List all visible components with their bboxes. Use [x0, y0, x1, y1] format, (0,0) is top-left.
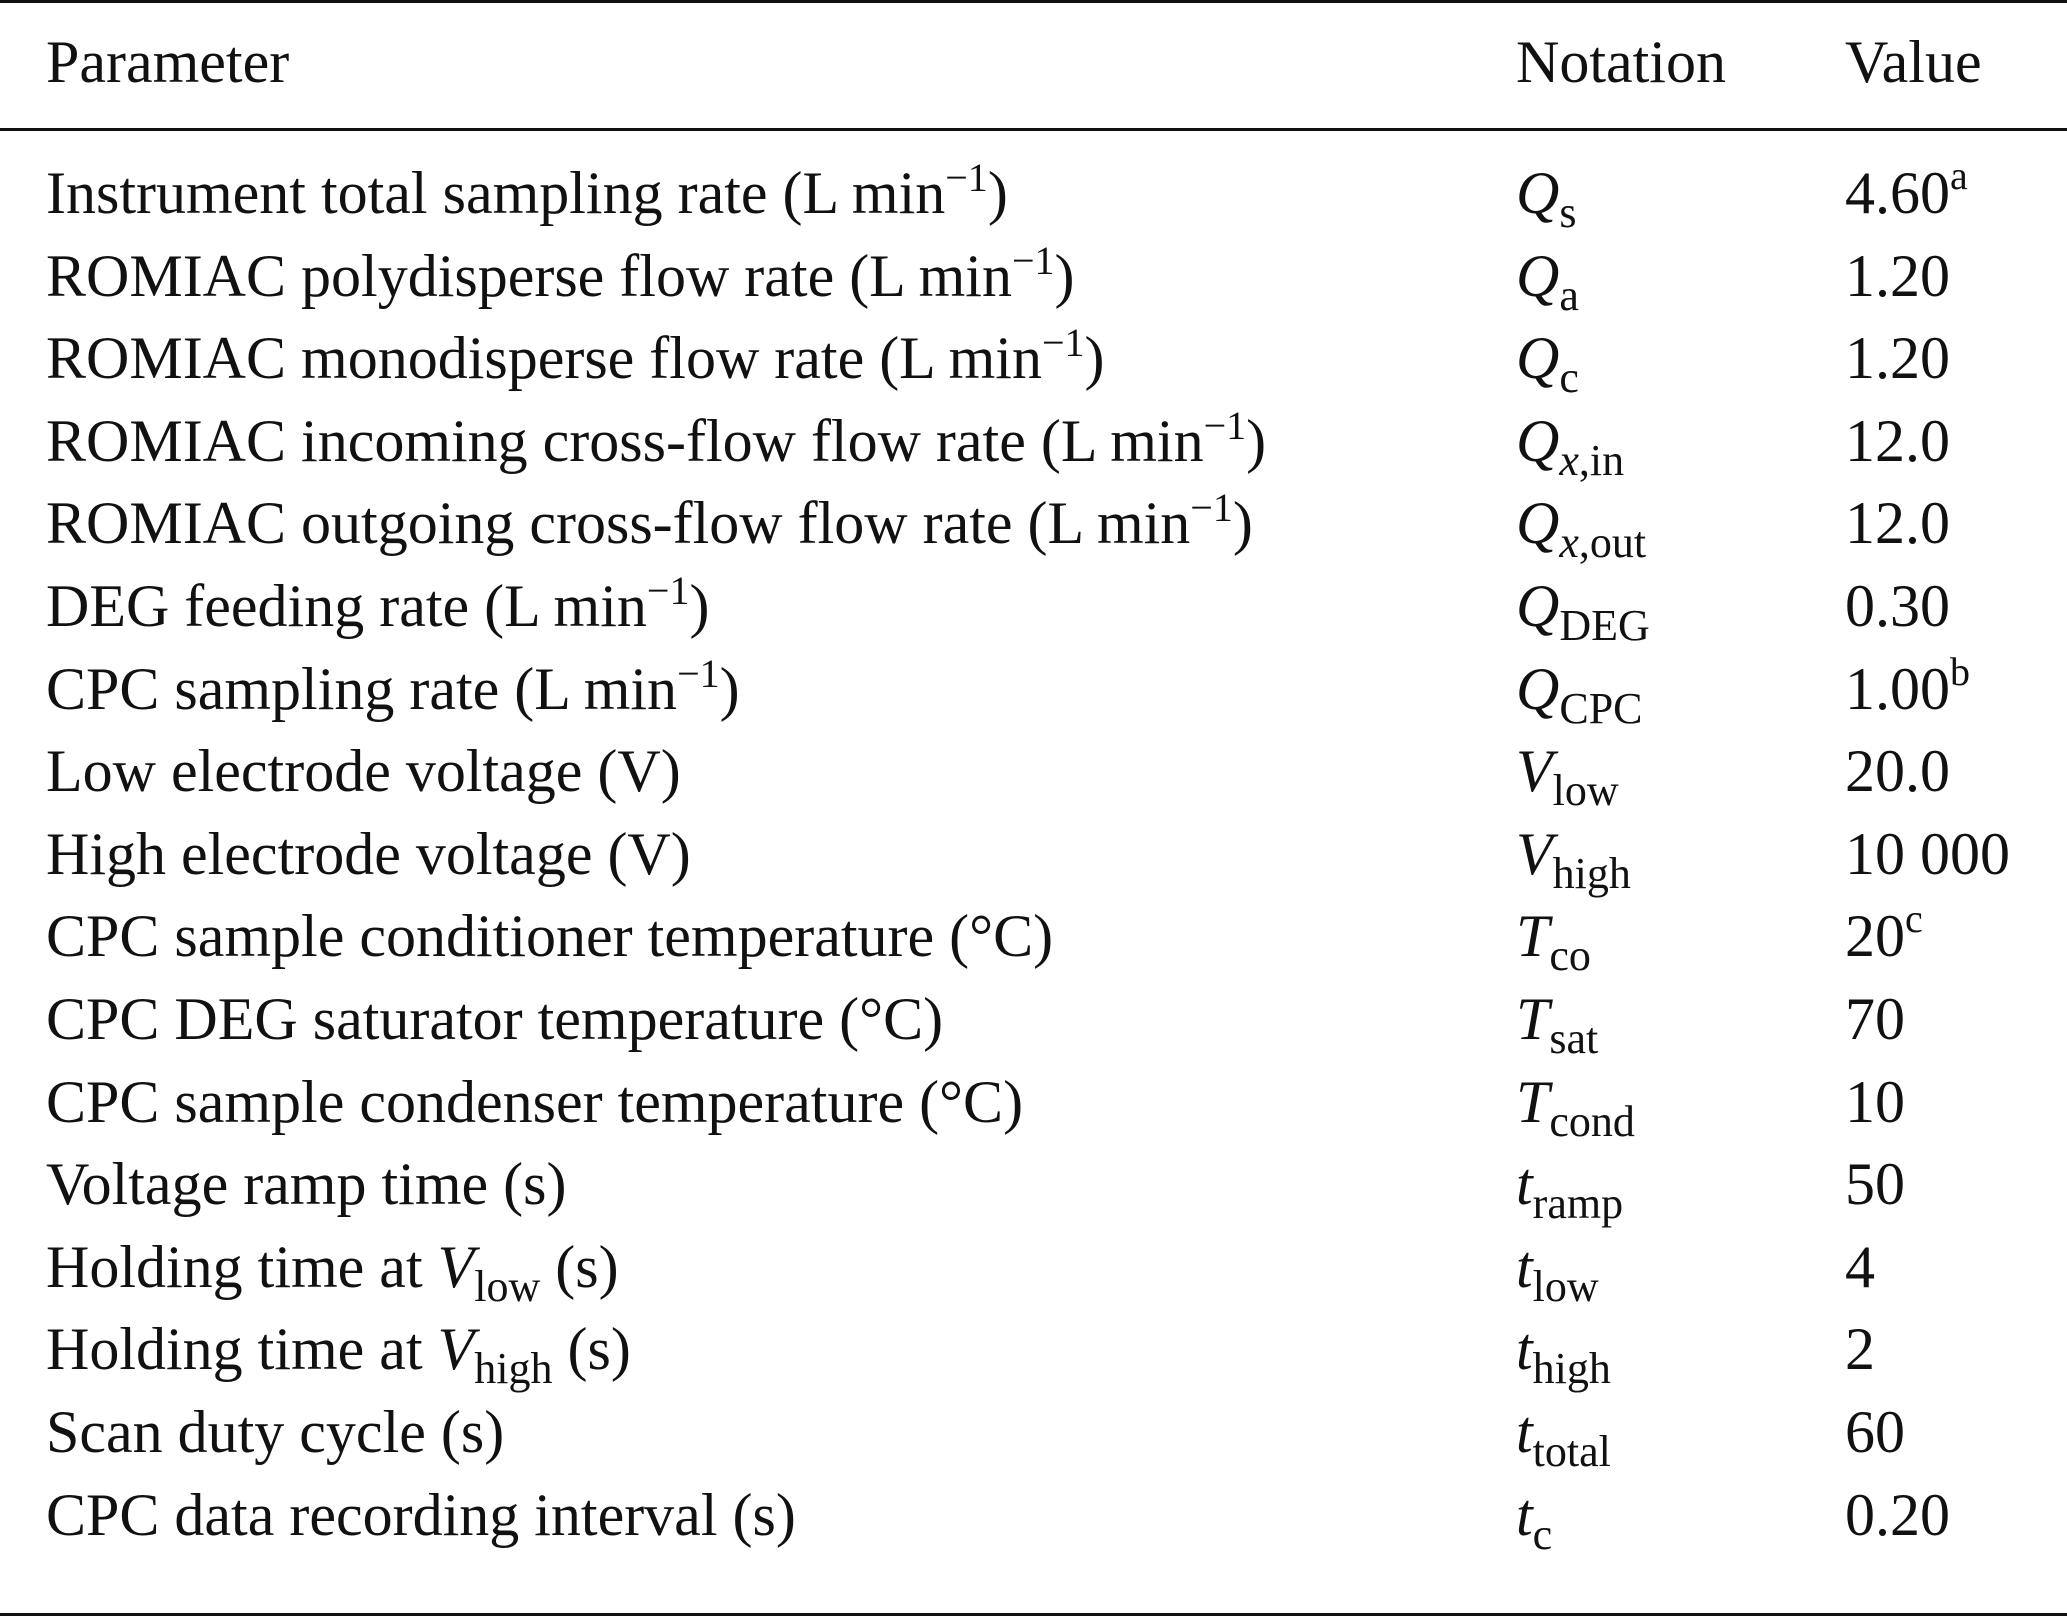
value-cell — [1845, 482, 1950, 564]
parameter-text: Scan duty cycle (s) — [46, 1398, 505, 1465]
header-rule — [0, 128, 2067, 131]
header-notation: Notation — [1516, 29, 1726, 95]
notation-symbol: Q — [1516, 655, 1560, 722]
value-cell — [1845, 400, 1950, 482]
value-cell — [1845, 317, 1950, 399]
value-text: 50 — [1845, 1151, 1905, 1218]
notation-symbol: Q — [1516, 242, 1560, 309]
parameter-text-end: ) — [1246, 407, 1267, 474]
notation-symbol: Q — [1516, 490, 1560, 557]
notation-subscript: low — [1532, 1261, 1599, 1311]
parameter-text: ROMIAC polydisperse flow rate (L min — [46, 242, 1012, 309]
notation-subscript: ramp — [1532, 1179, 1624, 1229]
notation-symbol: V — [1516, 738, 1553, 805]
value-text: 0.30 — [1845, 572, 1950, 639]
table-row — [0, 1143, 2067, 1229]
table-row — [0, 648, 2067, 731]
header-value: Value — [1845, 29, 1982, 95]
header-parameter: Parameter — [46, 29, 290, 95]
parameter-cell — [46, 565, 709, 647]
value-cell — [1845, 813, 2010, 895]
table-row — [0, 317, 2067, 403]
parameter-cell — [46, 1308, 631, 1394]
notation-symbol: T — [1516, 985, 1550, 1052]
notation-symbol: Q — [1516, 160, 1560, 226]
parameter-cell — [46, 1474, 796, 1556]
value-cell — [1845, 1391, 1905, 1473]
value-cell — [1845, 1143, 1905, 1225]
parameter-cell — [46, 1226, 619, 1311]
parameter-cell — [46, 1061, 1023, 1143]
unit-exponent: −1 — [677, 650, 720, 696]
notation-cell — [1516, 482, 1647, 568]
unit-exponent: −1 — [945, 155, 988, 200]
notation-subscript-italic: x — [1559, 518, 1579, 568]
value-text: 70 — [1845, 985, 1905, 1052]
parameter-text: Low electrode voltage (V) — [46, 738, 681, 805]
notation-symbol: Q — [1516, 325, 1560, 392]
parameter-cell — [46, 1143, 566, 1225]
parameter-symbol: V — [437, 1233, 475, 1300]
value-cell — [1845, 648, 1970, 730]
parameter-cell — [46, 730, 681, 812]
unit-exponent: −1 — [1190, 485, 1233, 531]
notation-cell — [1516, 317, 1579, 403]
table-row — [0, 813, 2067, 896]
notation-subscript: cond — [1549, 1096, 1635, 1146]
parameter-text-end: ) — [719, 655, 740, 722]
notation-cell — [1516, 1474, 1553, 1559]
notation-cell — [1516, 978, 1599, 1063]
table-row — [0, 152, 2067, 235]
notation-symbol: T — [1516, 903, 1550, 970]
notation-subscript: c — [1532, 1509, 1553, 1559]
notation-subscript: a — [1559, 270, 1579, 320]
notation-subscript: sat — [1549, 1013, 1599, 1063]
value-text: 4 — [1845, 1233, 1875, 1300]
parameter-text: CPC DEG saturator temperature (°C) — [46, 985, 944, 1052]
parameter-cell — [46, 648, 740, 730]
notation-cell — [1516, 813, 1631, 898]
footnote-marker: c — [1905, 896, 1923, 942]
header-row — [0, 22, 2067, 102]
value-cell — [1845, 730, 1950, 812]
notation-subscript: total — [1532, 1426, 1611, 1476]
value-text: 4.60 — [1845, 160, 1950, 226]
notation-cell — [1516, 1061, 1635, 1146]
notation-subscript: c — [1559, 353, 1579, 403]
table-row — [0, 1474, 2067, 1557]
notation-symbol: T — [1516, 1068, 1550, 1135]
parameter-text-end: ) — [987, 160, 1008, 226]
unit-exponent: −1 — [1041, 320, 1085, 366]
parameter-text: ROMIAC monodisperse flow rate (L min — [46, 325, 1042, 392]
unit-exponent: −1 — [1011, 237, 1055, 283]
parameter-cell — [46, 235, 1075, 317]
table-row — [0, 1308, 2067, 1394]
notation-subscript: high — [1532, 1344, 1611, 1394]
value-text: 12.0 — [1845, 407, 1950, 474]
value-text: 2 — [1845, 1316, 1875, 1383]
parameter-text-end: ) — [1084, 325, 1105, 392]
table-row — [0, 400, 2067, 483]
parameter-text-end: ) — [1054, 242, 1075, 309]
parameter-text: Holding time at — [46, 1316, 438, 1383]
footnote-marker: b — [1950, 648, 1970, 694]
parameter-text: CPC sample conditioner temperature (°C) — [46, 903, 1054, 970]
top-rule — [0, 0, 2067, 3]
notation-symbol: Q — [1516, 572, 1560, 639]
parameter-text-end: (s) — [540, 1233, 619, 1300]
value-text: 10 000 — [1845, 820, 2010, 887]
value-cell — [1845, 1061, 1905, 1143]
parameter-text: High electrode voltage (V) — [46, 820, 691, 887]
parameter-symbol-subscript: low — [474, 1261, 541, 1311]
table-row — [0, 978, 2067, 1061]
notation-cell — [1516, 1308, 1611, 1394]
bottom-rule — [0, 1613, 2067, 1616]
table-row — [0, 565, 2067, 648]
notation-cell — [1516, 648, 1643, 733]
parameter-text-end: ) — [689, 572, 710, 639]
parameter-cell — [46, 152, 1008, 234]
parameter-cell — [46, 813, 691, 895]
notation-subscript: co — [1549, 931, 1591, 981]
value-text: 1.20 — [1845, 325, 1950, 392]
notation-cell — [1516, 1143, 1624, 1229]
value-text: 60 — [1845, 1398, 1905, 1465]
value-cell — [1845, 1226, 1875, 1308]
parameter-symbol-subscript: high — [474, 1344, 553, 1394]
parameter-cell — [46, 400, 1266, 482]
notation-cell — [1516, 235, 1579, 320]
notation-symbol: V — [1516, 820, 1553, 887]
value-cell — [1845, 1474, 1950, 1556]
notation-cell — [1516, 1391, 1611, 1476]
parameter-text: Holding time at — [46, 1233, 438, 1300]
parameter-text: ROMIAC incoming cross-flow flow rate (L min — [46, 407, 1204, 474]
footnote-marker: a — [1950, 153, 1968, 198]
notation-cell — [1516, 152, 1577, 237]
parameter-text: Voltage ramp time (s) — [46, 1151, 567, 1218]
value-text: 10 — [1845, 1068, 1905, 1135]
value-cell — [1845, 1308, 1875, 1390]
notation-cell — [1516, 895, 1591, 981]
parameter-text-end: ) — [1232, 490, 1253, 557]
parameter-symbol: V — [437, 1316, 475, 1383]
parameter-text: CPC sampling rate (L min — [46, 655, 678, 722]
notation-symbol: t — [1516, 1151, 1533, 1218]
notation-subscript: ,out — [1578, 518, 1647, 568]
notation-symbol: t — [1516, 1398, 1533, 1465]
value-text: 0.20 — [1845, 1481, 1950, 1548]
value-cell — [1845, 978, 1905, 1060]
notation-cell — [1516, 565, 1650, 650]
notation-cell — [1516, 400, 1625, 485]
parameter-cell — [46, 895, 1053, 977]
notation-cell — [1516, 730, 1619, 816]
value-text: 12.0 — [1845, 490, 1950, 557]
parameter-text: CPC data recording interval (s) — [46, 1481, 796, 1548]
value-cell — [1845, 152, 1968, 234]
notation-subscript: CPC — [1559, 683, 1643, 733]
value-cell — [1845, 235, 1950, 317]
table-row — [0, 482, 2067, 568]
parameter-text: CPC sample condenser temperature (°C) — [46, 1068, 1024, 1135]
table-row — [0, 235, 2067, 318]
notation-subscript: high — [1552, 848, 1631, 898]
parameter-text: ROMIAC outgoing cross-flow flow rate (L min — [46, 490, 1191, 557]
notation-symbol: t — [1516, 1481, 1533, 1548]
table-row — [0, 1391, 2067, 1474]
notation-symbol: t — [1516, 1316, 1533, 1383]
value-text: 20 — [1845, 903, 1905, 970]
value-text: 20.0 — [1845, 738, 1950, 805]
value-text: 1.20 — [1845, 242, 1950, 309]
unit-exponent: −1 — [646, 567, 690, 613]
table-body — [0, 152, 2067, 1559]
parameter-cell — [46, 317, 1105, 399]
notation-subscript-italic: x — [1559, 435, 1579, 485]
value-cell — [1845, 565, 1950, 647]
table-row — [0, 1226, 2067, 1309]
parameter-text: Instrument total sampling rate (L min — [46, 160, 946, 226]
unit-exponent: −1 — [1203, 402, 1247, 448]
notation-subscript: DEG — [1559, 600, 1650, 650]
parameter-cell — [46, 978, 943, 1060]
parameter-text-end: (s) — [552, 1316, 631, 1383]
notation-subscript: ,in — [1578, 435, 1625, 485]
table-row — [0, 1061, 2067, 1144]
table-row — [0, 730, 2067, 816]
notation-cell — [1516, 1226, 1599, 1311]
value-cell — [1845, 895, 1923, 977]
notation-symbol: t — [1516, 1233, 1533, 1300]
parameter-text: DEG feeding rate (L min — [46, 572, 647, 639]
value-text: 1.00 — [1845, 655, 1950, 722]
table-row — [0, 895, 2067, 981]
notation-symbol: Q — [1516, 407, 1560, 474]
parameter-cell — [46, 1391, 504, 1473]
notation-subscript: s — [1559, 188, 1577, 237]
parameter-cell — [46, 482, 1253, 564]
notation-subscript: low — [1552, 766, 1619, 816]
